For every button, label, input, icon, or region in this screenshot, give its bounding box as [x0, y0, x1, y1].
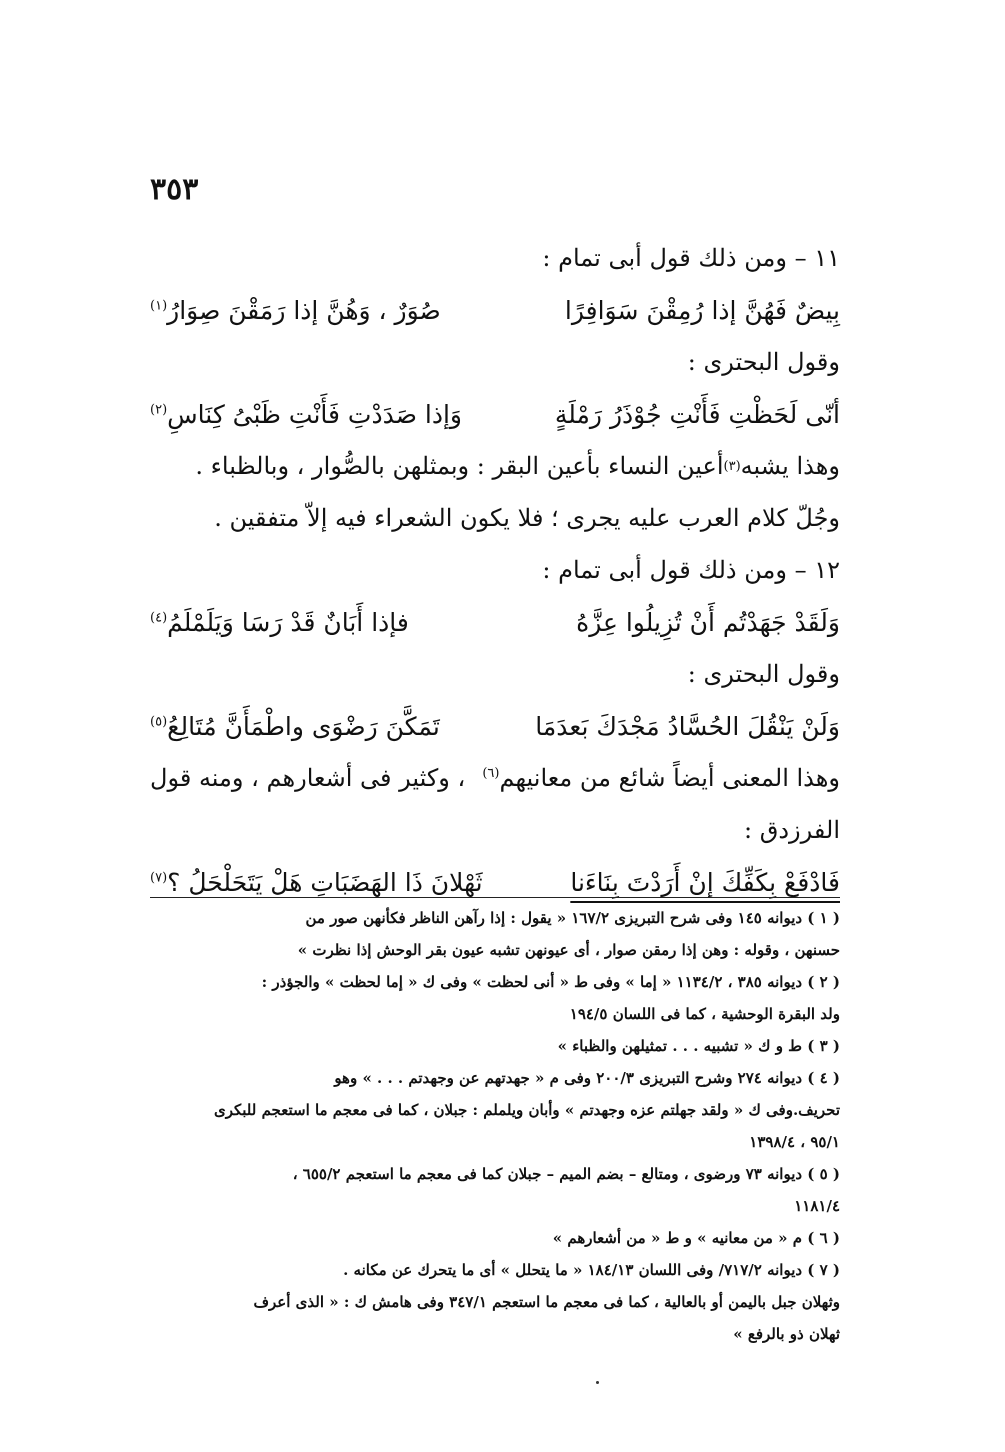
verse-3-first-hemistich: وَلَقَدْ جَهَدْتُم أَنْ تُزِيلُوا عِزَّهُ	[576, 607, 840, 637]
commentary-line-3	[150, 752, 840, 804]
footnote-4-line-3: ٩٥/١ ، ١٣٩٨/٤	[749, 1133, 840, 1151]
footnote-5-line-1: ( ٥ ) ديوانه ٧٣ ورضوى ، ومتالع – بضم الميم – جبلان كما فى معجم ما استعجم ٦٥٥/٢ ،	[292, 1165, 840, 1183]
attribution-farazdaq: الفرزدق :	[744, 816, 840, 844]
commentary-line-2: وجُلّ كلام العرب عليه يجرى ؛ فلا يكون الشعراء فيه إلاّ متفقين .	[214, 504, 840, 532]
footnote-2-line-2: ولد البقرة الوحشية ، كما فى اللسان ١٩٤/٥	[569, 1005, 840, 1023]
commentary-line-3-start	[482, 766, 840, 790]
verse-5-second-hemistich	[150, 867, 483, 897]
verse-3-second-text: فإذا أَبَانٌ قَدْ رَسَا وَيَلَمْلَمُ	[167, 607, 409, 637]
commentary-line-1	[150, 440, 840, 492]
attribution-buhturi-1: وقول البحترى :	[687, 348, 840, 376]
verse-1	[150, 284, 840, 336]
verse-2-second-text: وَإذا صَدَدْتِ فَأَنْتِ ظَبْىُ كِنَاسِ	[167, 399, 462, 429]
verse-5-second-text: ثَهْلانَ ذَا الهَضَبَاتِ هَلْ يَتَحَلْحَلُ ؟	[167, 867, 483, 897]
verse-5	[150, 856, 840, 908]
section-heading-12: ١٢ – ومن ذلك قول أبى تمام :	[542, 556, 840, 584]
footnote-5-line-2: ١١٨١/٤	[794, 1197, 840, 1215]
footnote-ref-6[interactable]: (٦)	[482, 766, 500, 781]
footnotes	[150, 902, 840, 1350]
footnote-3: ( ٣ ) ط و ك « تشبيه . . . تمثيلهن والظباء »	[557, 1037, 840, 1055]
attribution-buhturi-2: وقول البحترى :	[687, 660, 840, 688]
page-mark	[596, 1381, 599, 1384]
footnote-2-line-1: ( ٢ ) ديوانه ٣٨٥ ، ١١٣٤/٢ « إما » وفى ط « أنى لحظت » وفى ك « إما لحظت » والجؤذر :	[261, 973, 840, 991]
verse-4	[150, 700, 840, 752]
main-text	[150, 232, 840, 908]
footnote-ref-3[interactable]: (٣)	[723, 458, 741, 474]
page-number: ٣٥٣	[150, 172, 199, 207]
footnote-ref-1[interactable]: (١)	[150, 298, 168, 314]
verse-3	[150, 596, 840, 648]
verse-2	[150, 388, 840, 440]
verse-4-first-hemistich: وَلَنْ يَنْقُلَ الحُسَّادُ مَجْدَكَ بَعدَمَا	[535, 711, 840, 741]
verse-1-second-hemistich	[150, 295, 441, 325]
verse-3-second-hemistich	[150, 607, 409, 637]
commentary-line-3-text: وهذا المعنى أيضاً شائع من معانيهم	[499, 764, 840, 792]
commentary-line-1-start: وهذا يشبه	[740, 452, 840, 480]
section-heading-11: ١١ – ومن ذلك قول أبى تمام :	[542, 244, 840, 272]
footnote-4-line-1: ( ٤ ) ديوانه ٢٧٤ وشرح التبريزى ٢٠٠/٣ وفى م « جهدتهم عن وجهدتم . . . » وهو	[334, 1069, 840, 1087]
footnote-7-line-3: ثهلان ذو بالرفع »	[733, 1325, 840, 1343]
footnote-7-line-2: وثهلان جبل باليمن أو بالعالية ، كما فى معجم ما استعجم ٣٤٧/١ وفى هامش ك : « الذى أعرف	[253, 1293, 840, 1311]
verse-4-second-text: تَمَكَّنَ رَضْوَى واطْمَأَنَّ مُتَالِعُ	[167, 711, 440, 741]
commentary-line-3-end: ، وكثير فى أشعارهم ، ومنه قول	[150, 764, 466, 792]
footnote-6: ( ٦ ) م « من معانيه » و ط « من أشعارهم »	[552, 1229, 840, 1247]
verse-5-first-hemistich: فَادْفَعْ بِكَفِّكَ إنْ أَرَدْتَ بِنَاءَنا	[570, 867, 840, 897]
verse-2-second-hemistich	[150, 399, 462, 429]
footnote-4-line-2: تحريف.وفى ك « ولقد جهلتم عزه وجهدتم » وأبان ويلملم : جبلان ، كما فى معجم ما استعجم للبكرى	[213, 1101, 840, 1119]
commentary-line-1-end: أعين النساء بأعين البقر : وبمثلهن بالصُّوار ، وبالظباء .	[195, 452, 724, 480]
footnote-ref-7[interactable]: (٧)	[150, 870, 168, 886]
footnote-ref-5[interactable]: (٥)	[150, 714, 168, 730]
verse-1-second-text: صُوَرٌ ، وَهُنَّ إذا رَمَقْنَ صِوَارُ	[167, 295, 441, 325]
verse-1-first-hemistich: بِيضٌ فَهُنَّ إذا رُمِقْنَ سَوَافِرًا	[564, 295, 840, 325]
footnote-1-line-1: ( ١ ) ديوانه ١٤٥ وفى شرح التبريزى ١٦٧/٢ « يقول : إذا رآهن الناظر فكأنهن صور من	[305, 909, 840, 927]
footnote-divider	[150, 897, 840, 898]
verse-4-second-hemistich	[150, 711, 440, 741]
footnote-1-line-2: حسنهن ، وقوله : وهن إذا رمقن صوار ، أى عيونهن تشبه عيون بقر الوحش إذا نظرت »	[297, 941, 840, 959]
footnote-7-line-1: ( ٧ ) ديوانه ٧١٧/٢/ وفى اللسان ١٨٤/١٣ « ما يتحلل » أى ما يتحرك عن مكانه .	[343, 1261, 840, 1279]
verse-2-first-hemistich: أنّى لَحَظْتِ فَأَنْتِ جُوْذَرُ رَمْلَةٍ	[554, 399, 840, 429]
footnote-ref-2[interactable]: (٢)	[150, 402, 168, 418]
footnote-ref-4[interactable]: (٤)	[150, 610, 168, 626]
